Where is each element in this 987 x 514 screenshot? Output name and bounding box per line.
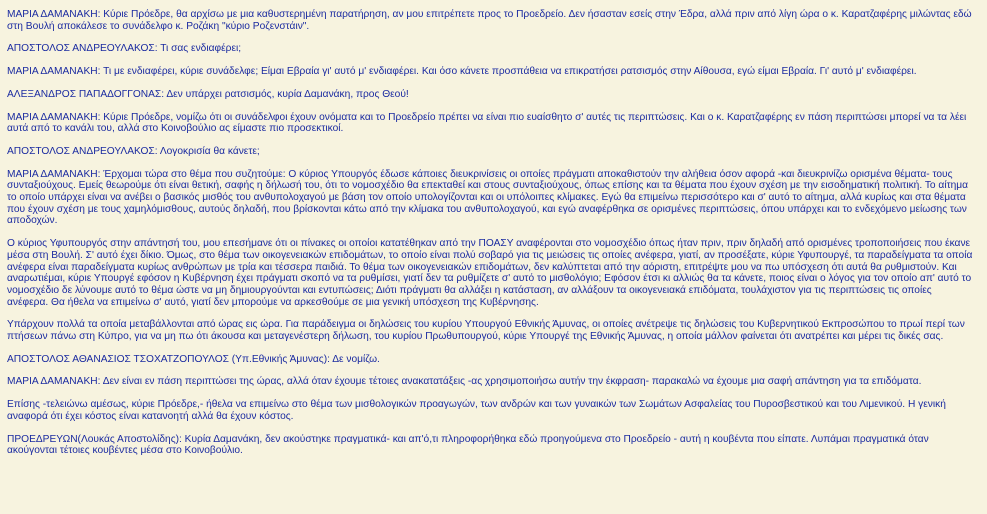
transcript-paragraph: ΑΛΕΞΑΝΔΡΟΣ ΠΑΠΑΔΟΓΓΟΝΑΣ: Δεν υπάρχει ρατσισμός, κυρία Δαμανάκη, προς Θεού! — [7, 88, 409, 100]
transcript-paragraph: ΑΠΟΣΤΟΛΟΣ ΑΘΑΝΑΣΙΟΣ ΤΣΟΧΑΤΖΟΠΟΥΛΟΣ (Υπ.Εθνικής Άμυνας): Δε νομίζω. — [7, 353, 380, 365]
transcript-paragraph: Ο κύριος Υφυπουργός στην απάντησή του, μου επεσήμανε ότι οι πίνακες οι οποίοι κατατέθηκαν από την ΠΟΑΣΥ αναφέρονται στο νομοσχέδιο όπως ήταν πριν, πριν δηλαδή από ορισμένες τροποποιήσεις που έκανε μέσα στη Βουλή. Σ' αυτό έχει δίκιο. Όμως, στο θέμα των οικογενειακών επιδομάτων, το οποίο είναι πολύ σοβαρό για τις μειώσεις τις οποίες ανέφερα, γιατί, αν προσέξατε, κύριε Υφυπουργέ, τα παραδείγματα τα οποία ανέφερα είναι παραδείγματα κυρίως ανθρώπων με τρία και τέσσερα παιδιά. Το θέμα των οικογενειακών επιδομάτων, δεν καλύπτεται από την αόριστη, επιτρέψτε μου να πω υπόσχεση ότι αυτά θα ρυθμιστούν. Και αναρωτιέμαι, κύριε Υπουργέ εφόσον η Κυβέρνηση έχει πράγματι σκοπό να τα ρυθμίσει, γιατί δεν τα ρυθμίζετε σ' αυτό το μισθολόγιο; Εφόσον έτσι κι αλλιώς θα τα κάνετε, ποιος είναι ο λόγος για τον οποίο απ' αυτό το νομοσχέδιο δε λύνουμε αυτό το θέμα ώστε να μη δημιουργούνται και εντυπώσεις; Διότι πράγματι θα αλλάξει η κατάσταση, αν αλλάξουν τα οικογενειακά επιδόματα, τουλάχιστον για τις περιπτώσεις τις οποίες ανέφερα. Θα ήθελα να επιμείνω σ' αυτό, γιατί δεν μπορούμε να αρκεσθούμε σε μια γενική υπόσχεση της Κυβέρνησης. — [7, 238, 973, 308]
transcript-paragraph: ΜΑΡΙΑ ΔΑΜΑΝΑΚΗ: Έρχομαι τώρα στο θέμα που συζητούμε: Ο κύριος Υπουργός έδωσε κάποιες διευκρινίσεις οι οποίες πράγματι αποκαθιστούν την αλήθεια όσον αφορά -και διευκρινίζω ορισμένα θέματα- τους συνταξιούχους. Εμείς θεωρούμε ότι είναι θετική, σαφής η δήλωσή του, ότι το νομοσχέδιο θα επεκταθεί και στους συνταξιούχους, όπως επίσης και τα θέματα που έχουν σχέση με την εισοδηματική πολιτική. Το αίτημα το οποίο υπάρχει είναι να ανέβει ο βασικός μισθός του ανθυπολοχαγού με βάση τον οποίο υπολογίζονται και οι υπόλοιπες κλίμακες. Εγώ θα επιμείνω περισσότερο και σ' αυτό το αίτημα, αλλά κυρίως και στα θέματα που έχουν σχέση με τους χαμηλόμισθους, αυτούς δηλαδή, που βρίσκονται κάτω από την κλίμακα του ανθυπολοχαγού, και εγώ αναφέρθηκα σε ορισμένες περιπτώσεις, όπου υπάρχει και το ενδεχόμενο μείωσης των αποδοχών. — [7, 168, 969, 227]
transcript-paragraph: ΑΠΟΣΤΟΛΟΣ ΑΝΔΡΕΟΥΛΑΚΟΣ: Τι σας ενδιαφέρει; — [7, 43, 242, 55]
transcript-paragraph: Υπάρχουν πολλά τα οποία μεταβάλλονται από ώρας εις ώρα. Για παράδειγμα οι δηλώσεις του κυρίου Υπουργού Εθνικής Άμυνας, οι οποίες ανέτρεψε τις δηλώσεις του Κυβερνητικού Εκπροσώπου το πρωί περί των πτήσεων πάνω στη Κύπρο, για να μη πω ότι άκουσα και μεταγενέστερη δήλωση, του κυρίου Πρωθυπουργού, κύριε Υπουργέ της Εθνικής Άμυνας, η οποία μάλλον φαίνεται ότι ανατρέπει και μέρει τις δικές σας. — [7, 319, 965, 343]
transcript-paragraph: ΜΑΡΙΑ ΔΑΜΑΝΑΚΗ: Τι με ενδιαφέρει, κύριε συνάδελφε; Είμαι Εβραία γι' αυτό μ' ενδιαφέρει. Και όσο κάνετε προσπάθεια να επικρατήσει ρατσισμός στην Αίθουσα, εγώ είμαι Εβραία. Γι' αυτό μ' ενδιαφέρει. — [7, 66, 917, 78]
transcript-paragraph: ΠΡΟΕΔΡΕΥΩΝ(Λουκάς Αποστολίδης): Κυρία Δαμανάκη, δεν ακούστηκε πραγματικά- και απ'ό,τι πληροφορήθηκα εδώ προηγούμενα στο Προεδρείο - αυτή η κουβέντα που είπατε. Λυπάμαι πραγματικά όταν ακούγονται τέτοιες κουβέντες μέσα στο Κοινοβούλιο. — [7, 433, 929, 457]
transcript-paragraph: ΜΑΡΙΑ ΔΑΜΑΝΑΚΗ: Κύριε Πρόεδρε, θα αρχίσω με μια καθυστερημένη παρατήρηση, αν μου επιτρέπετε προς το Προεδρείο. Δεν ήσασταν εσείς στην Έδρα, αλλά πριν από λίγη ώρα ο κ. Καρατζαφέρης μιλώντας εδώ στη Βουλή αποκάλεσε το συνάδελφο κ. Ροζάκη "κύριο Ροζενστάιν". — [7, 9, 972, 32]
transcript-paragraph: ΜΑΡΙΑ ΔΑΜΑΝΑΚΗ: Δεν είναι εν πάση περιπτώσει της ώρας, αλλά όταν έχουμε τέτοιες ανακατατάξεις -ας χρησιμοποιήσω αυτήν την έκφραση- παρακαλώ να έχουμε μια σαφή απάντηση για τα επιδόματα. — [7, 376, 922, 388]
transcript-paragraph: ΜΑΡΙΑ ΔΑΜΑΝΑΚΗ: Κύριε Πρόεδρε, νομίζω ότι οι συνάδελφοι έχουν ονόματα και το Προεδρείο πρέπει να είναι πιο ευαίσθητο σ' αυτές τις περιπτώσεις. Και ο κ. Καρατζαφέρης εν πάση περιπτώσει μπορεί να τα λέει αυτά από το κανάλι του, αλλά στο Κοινοβούλιο ας είμαστε πιο προσεκτικοί. — [7, 111, 967, 135]
transcript-paragraph: ΑΠΟΣΤΟΛΟΣ ΑΝΔΡΕΟΥΛΑΚΟΣ: Λογοκρισία θα κάνετε; — [7, 145, 260, 157]
transcript-paragraph: Επίσης -τελειώνω αμέσως, κύριε Πρόεδρε,- ήθελα να επιμείνω στο θέμα των μισθολογικών προαγωγών, των ανδρών και των γυναικών των Σωμάτων Ασφαλείας του Πυροσβεστικού και του Λιμενικού. Η γενική αναφορά ότι έχει κόστος είναι κατανοητή αλλά θα έχουν κόστος. — [7, 399, 946, 422]
